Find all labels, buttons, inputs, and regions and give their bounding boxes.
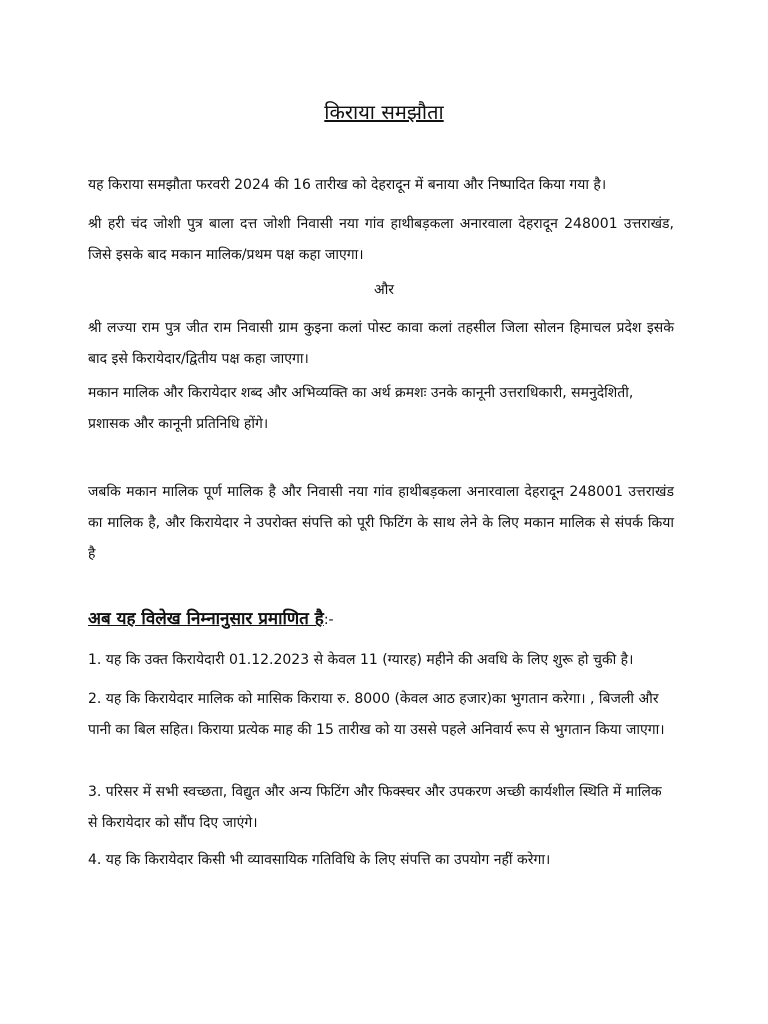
document-title: किराया समझौता xyxy=(324,100,444,124)
clause-2: 2. यह कि किरायेदार मालिक को मासिक किराया रु. 8000 (केवल आठ हजार)का भुगतान करेगा। , बिजली और पानी का बिल सहित। किराया प्रत्येक माह की 15 तारीख को या उससे पहले अनिवार्य रूप से भुगतान किया जाएगा। xyxy=(88,691,665,738)
clause-4: 4. यह कि किरायेदार किसी भी व्यावसायिक गतिविधि के लिए संपत्ति का उपयोग नहीं करेगा। xyxy=(88,852,551,868)
first-party-paragraph: श्री हरी चंद जोशी पुत्र बाला दत्त जोशी निवासी नया गांव हाथीबड़कला अनारवाला देहरादून 248001 उत्तराखंड, जिसे इसके बाद मकान मालिक/प्रथम पक्ष कहा जाएगा। xyxy=(88,216,674,263)
whereas-paragraph: जबकि मकान मालिक पूर्ण मालिक है और निवासी नया गांव हाथीबड़कला अनारवाला देहरादून 248001 उत्तराखंड का मालिक है, और किरायेदार ने उपरोक्त संपत्ति को पूरी फिटिंग के साथ लेने के लिए मकान मालिक से संपर्क किया है xyxy=(88,484,674,562)
and-separator: और xyxy=(373,282,395,298)
witnesseth-heading-suffix: :- xyxy=(323,612,334,628)
witnesseth-heading xyxy=(88,606,334,629)
second-party-paragraph: श्री लज्या राम पुत्र जीत राम निवासी ग्राम कुइना कलां पोस्ट कावा कलां तहसील जिला सोलन हिमाचल प्रदेश इसके बाद इसे किरायेदार/द्वितीय पक्ष कहा जाएगा। xyxy=(88,320,674,367)
intro-paragraph: यह किराया समझौता फरवरी 2024 की 16 तारीख को देहरादून में बनाया और निष्पादित किया गया है। xyxy=(88,177,607,193)
witnesseth-heading-text: अब यह विलेख निम्नानुसार प्रमाणित है xyxy=(88,609,324,629)
definitions-paragraph: मकान मालिक और किरायेदार शब्द और अभिव्यक्ति का अर्थ क्रमशः उनके कानूनी उत्तराधिकारी, समनुदेशिती, प्रशासक और कानूनी प्रतिनिधि होंगे। xyxy=(88,385,634,432)
clause-1: 1. यह कि उक्त किरायेदारी 01.12.2023 से केवल 11 (ग्यारह) महीने की अवधि के लिए शुरू हो चुकी है। xyxy=(88,652,634,668)
clause-3: 3. परिसर में सभी स्वच्छता, विद्युत और अन्य फिटिंग और फिक्स्चर और उपकरण अच्छी कार्यशील स्थिति में मालिक से किरायेदार को सौंप दिए जाएंगे। xyxy=(88,784,662,831)
